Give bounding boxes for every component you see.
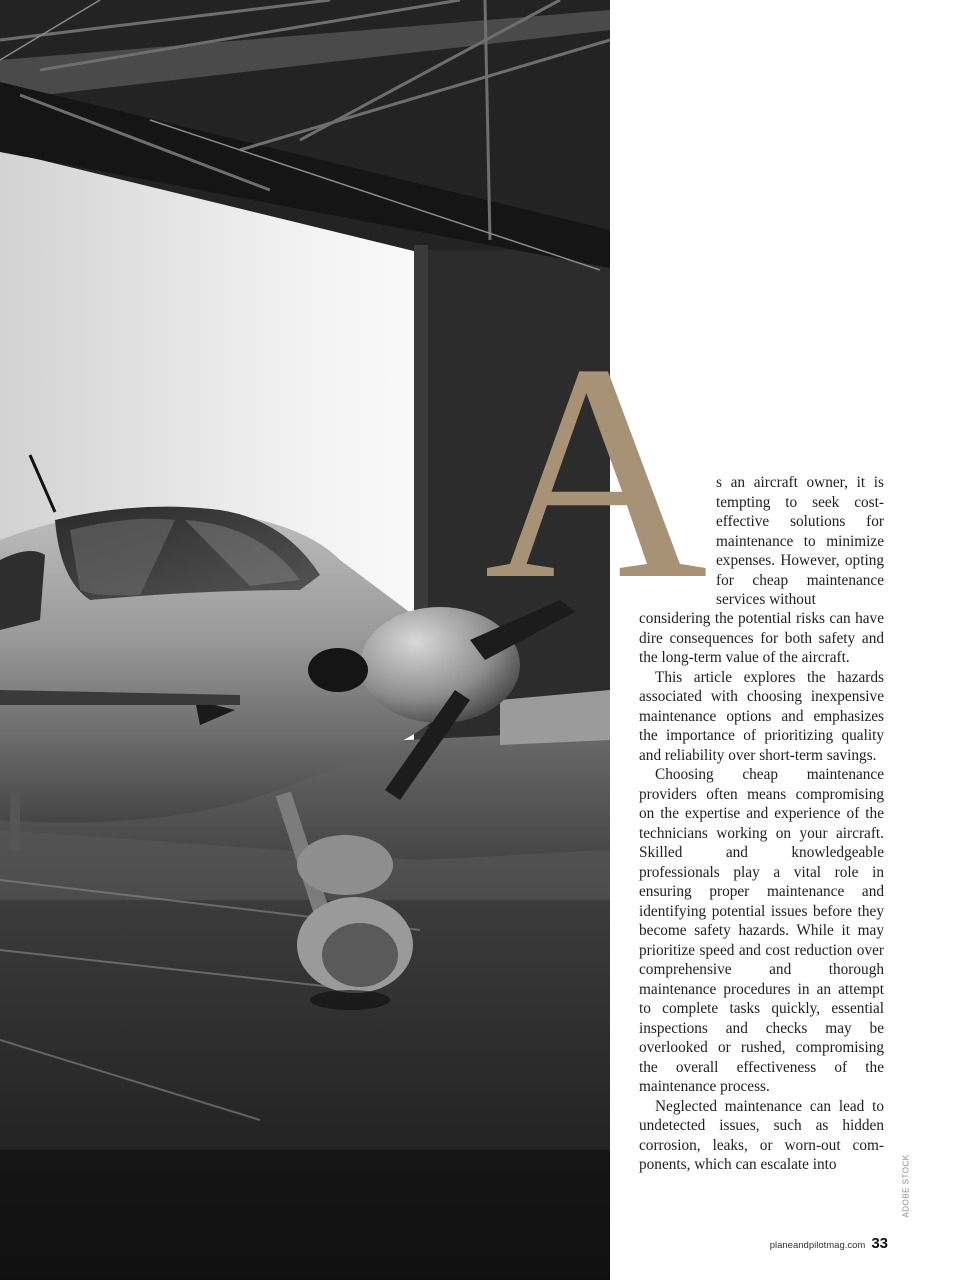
lead-paragraph: s an aircraft owner, it is tempting to seek costeffective solutions for maintenance to minimize expenses. However, opting for cheap maintenance services without xyxy=(716,474,884,608)
article-body xyxy=(639,609,884,1175)
page-footer xyxy=(770,1235,888,1253)
paragraph-continuation: considering the potential risks can have dire consequences for both safety and the long-term value of the aircraft. xyxy=(639,610,884,666)
paragraph: This article explores the hazards associated with choosing inexpensive maintenance options and emphasizes the importance of prioritizing quality and reliability over short-term savings. xyxy=(639,668,884,764)
website-url: planeandpilotmag.com xyxy=(769,1240,866,1251)
paragraph: Choosing cheap maintenance providers often means compromising on the expertise and experience of the technicians working on your aircraft. Skilled and knowledgeable professionals play a vital role in ensuring proper maintenance and identifying potential issues before they become safety hazards. While it may prioritize speed and cost reduction over comprehensive and thorough maintenance procedures in an attempt to complete tasks quickly, essential inspections and checks may be overlooked or rushed, compromising the overall effectiveness of the maintenance process. xyxy=(639,766,884,1095)
page-number: 33 xyxy=(871,1235,888,1252)
drop-cap: A xyxy=(484,301,708,644)
photo-credit-text: ADOBE STOCK xyxy=(901,1154,911,1218)
photo-credit xyxy=(896,1154,916,1218)
paragraph: Neglected maintenance can lead to undetected issues, such as hidden corrosion, leaks, or worn-out components, which can escalate into xyxy=(639,1097,884,1173)
